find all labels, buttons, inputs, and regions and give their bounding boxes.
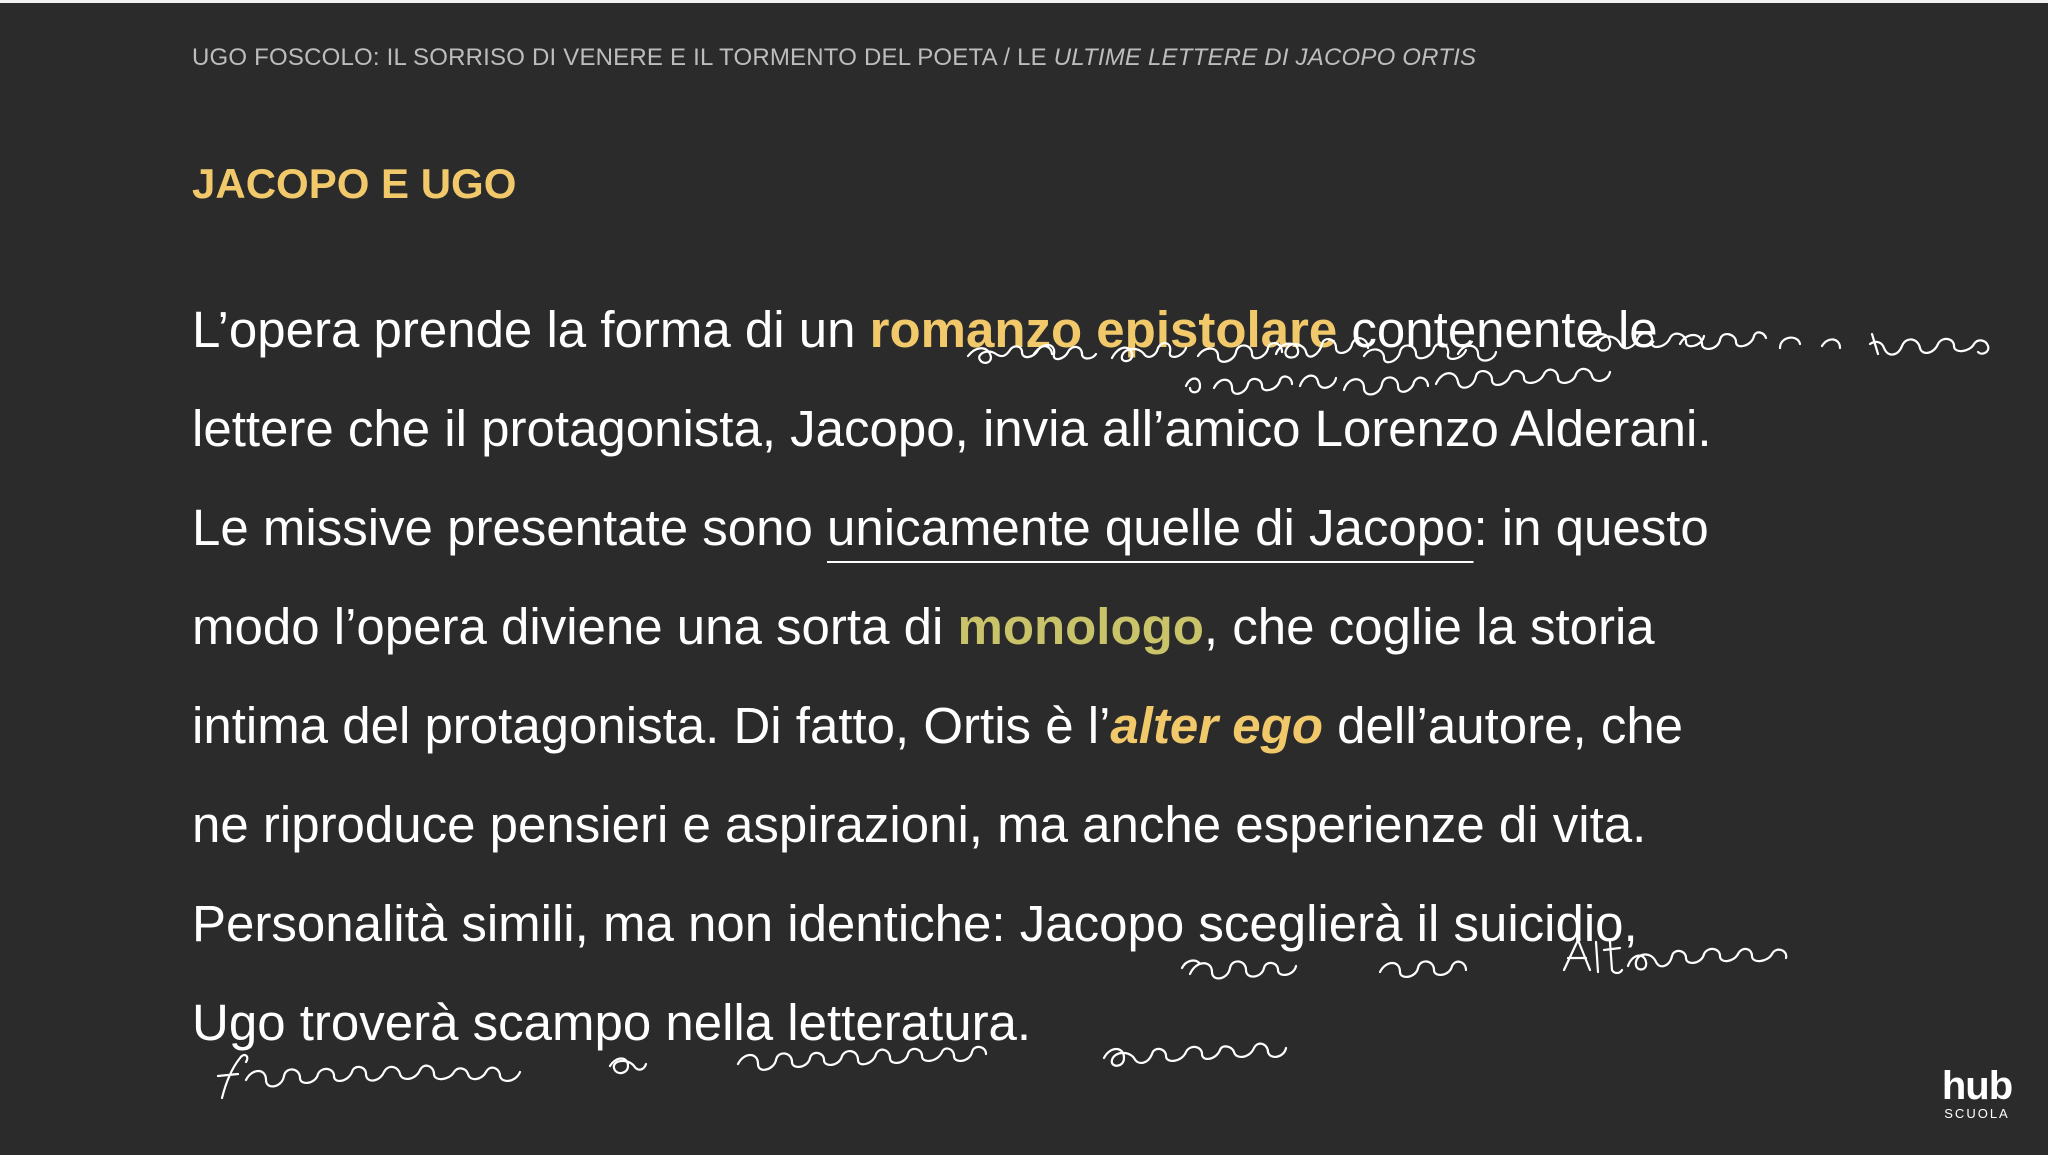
body-paragraph [192, 280, 1892, 1072]
paragraph-line-1 [192, 280, 1892, 379]
paragraph-line-6: ne riproduce pensieri e aspirazioni, ma anche esperienze di vita. [192, 796, 1647, 853]
hub-scuola-logo [1940, 1064, 2014, 1121]
text-run: , che coglie la storia [1203, 598, 1655, 655]
text-run: modo l’opera diviene una sorta di [192, 598, 958, 655]
paragraph-line-4 [192, 577, 1892, 676]
highlight-romanzo-epistolare: romanzo epistolare [869, 301, 1338, 358]
paragraph-line-5 [192, 676, 1892, 775]
breadcrumb-text: UGO FOSCOLO: IL SORRISO DI VENERE E IL TORMENTO DEL POETA / LE [192, 44, 1054, 71]
paragraph-line-8: Ugo troverà scampo nella letteratura. [192, 994, 1032, 1051]
text-run: Le missive presentate sono [192, 499, 828, 556]
highlight-monologo: monologo [957, 598, 1204, 655]
paragraph-line-7: Personalità simili, ma non identiche: Jacopo sceglierà il suicidio, [192, 895, 1638, 952]
section-title: JACOPO E UGO [192, 160, 517, 207]
text-run: intima del protagonista. Di fatto, Ortis è l’ [192, 697, 1111, 754]
text-run: : in questo [1473, 499, 1709, 556]
breadcrumb-italic-title: ULTIME LETTERE DI JACOPO ORTIS [1053, 44, 1477, 71]
highlight-alter-ego: alter ego [1110, 697, 1323, 754]
breadcrumb [192, 44, 1476, 72]
paragraph-line-2: lettere che il protagonista, Jacopo, invia all’amico Lorenzo Alderani. [192, 400, 1712, 457]
logo-scuola-text: SCUOLA [1944, 1106, 2010, 1121]
top-border [0, 0, 2048, 3]
paragraph-line-3 [192, 478, 1892, 577]
logo-hub-text: hub [1941, 1064, 2013, 1108]
text-run: L’opera prende la forma di un [192, 301, 870, 358]
text-run: dell’autore, che [1322, 697, 1684, 754]
text-run: contenente le [1337, 301, 1658, 358]
underlined-phrase: unicamente quelle di Jacopo [827, 499, 1474, 556]
